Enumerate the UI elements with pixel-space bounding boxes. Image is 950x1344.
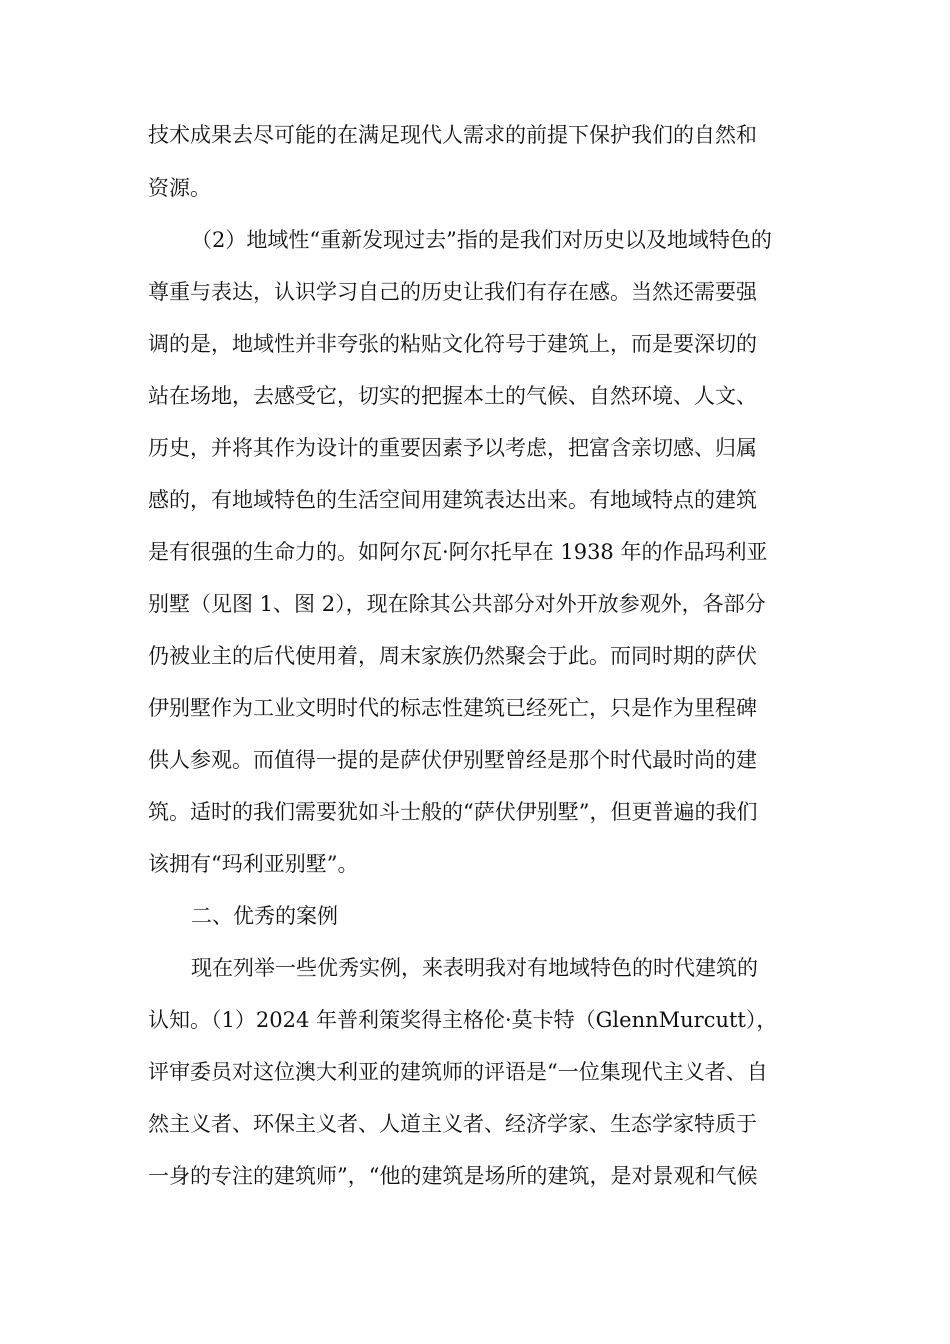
paragraph-line: 技术成果去尽可能的在满足现代人需求的前提下保护我们的自然和 [148,123,757,147]
paragraph-line: 调的是，地域性并非夸张的粘贴文化符号于建筑上，而是要深切的 [148,332,757,356]
paragraph-line: 尊重与表达，认识学习自己的历史让我们有存在感。当然还需要强 [148,280,757,304]
paragraph-line: 别墅（见图 1、图 2），现在除其公共部分对外开放参观外，各部分 [148,592,766,616]
paragraph-line: 历史，并将其作为设计的重要因素予以考虑，把富含亲切感、归属 [148,436,757,460]
paragraph-line: 供人参观。而值得一提的是萨伏伊别墅曾经是那个时代最时尚的建 [148,748,757,772]
paragraph-line: 认知。（1）2024 年普利策奖得主格伦·莫卡特（GlennMurcutt）， [148,1008,778,1032]
paragraph-line: 该拥有“玛利亚别墅”。 [148,852,359,876]
paragraph-line: 筑。适时的我们需要犹如斗士般的“萨伏伊别墅”，但更普遍的我们 [148,800,758,824]
paragraph-line: 现在列举一些优秀实例，来表明我对有地域特色的时代建筑的 [191,956,758,980]
paragraph-line: 伊别墅作为工业文明时代的标志性建筑已经死亡，只是作为里程碑 [148,696,757,720]
paragraph-line: 是有很强的生命力的。如阿尔瓦·阿尔托早在 1938 年的作品玛利亚 [148,540,768,564]
paragraph-line: 资源。 [148,176,211,200]
paragraph-line: 感的，有地域特色的生活空间用建筑表达出来。有地域特点的建筑 [148,488,757,512]
paragraph-line: 一身的专注的建筑师”，“他的建筑是场所的建筑，是对景观和气候 [148,1164,758,1188]
paragraph-line: 仍被业主的后代使用着，周末家族仍然聚会于此。而同时期的萨伏 [148,644,757,668]
section-heading: 二、优秀的案例 [191,904,338,928]
paragraph-line: 站在场地，去感受它，切实的把握本土的气候、自然环境、人文、 [148,384,757,408]
paragraph-line: （2）地域性“重新发现过去”指的是我们对历史以及地域特色的 [191,228,772,252]
paragraph-line: 然主义者、环保主义者、人道主义者、经济学家、生态学家特质于 [148,1112,757,1136]
paragraph-line: 评审委员对这位澳大利亚的建筑师的评语是“一位集现代主义者、自 [148,1060,768,1084]
